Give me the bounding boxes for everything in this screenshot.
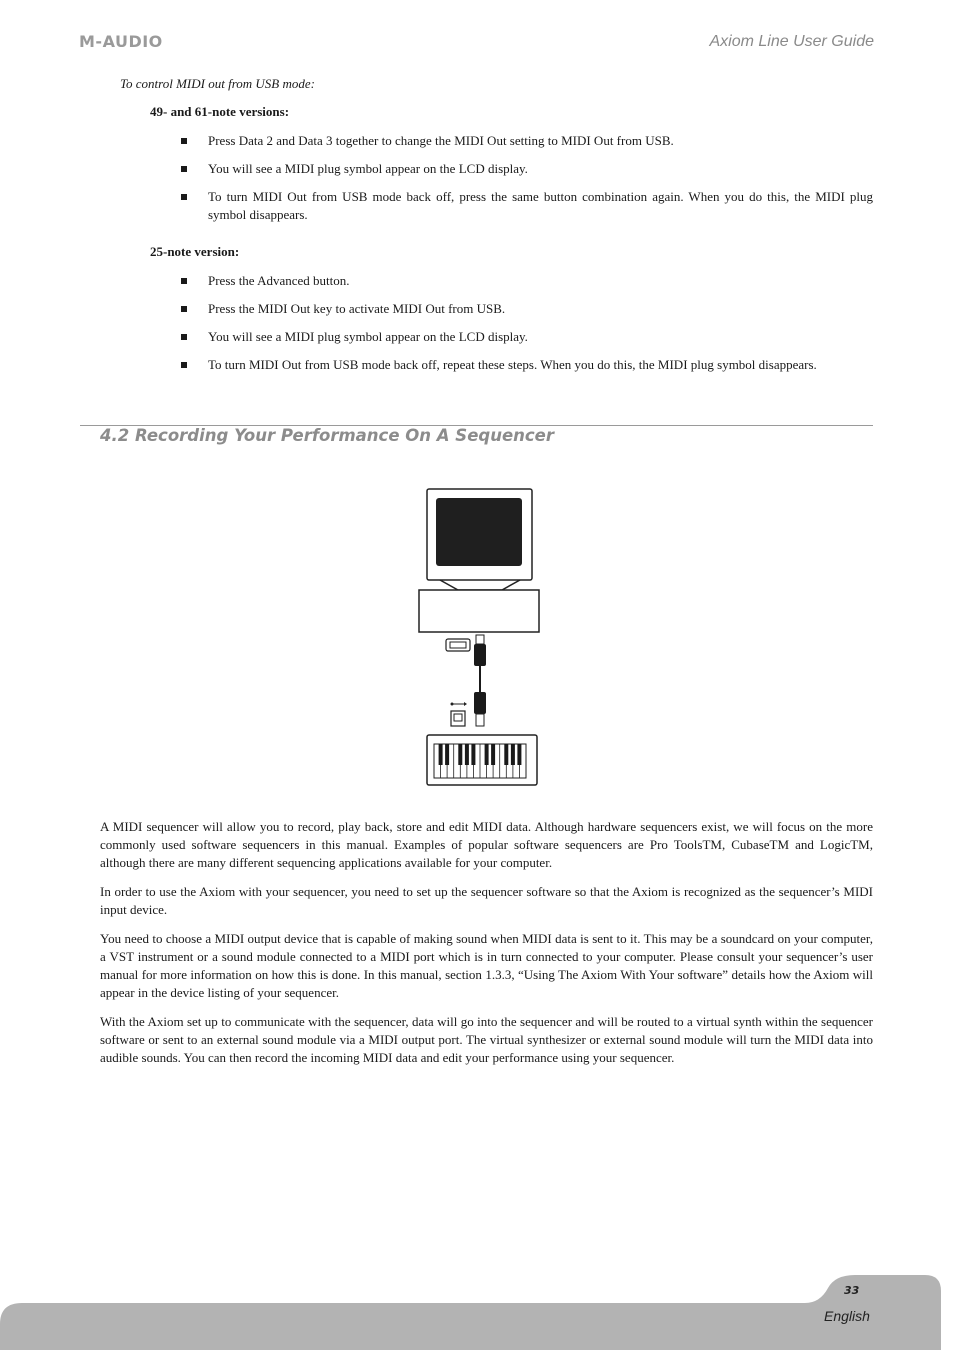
- list-item-text: You will see a MIDI plug symbol appear on the LCD display.: [208, 329, 528, 344]
- bullet-square-icon: [181, 306, 187, 312]
- subheading-49-61: 49- and 61-note versions:: [150, 104, 290, 119]
- bullet-list-25: [180, 272, 873, 384]
- computer-usb-keyboard-diagram: [410, 482, 550, 792]
- subheading-25: 25-note version:: [150, 244, 240, 259]
- brand-logo: M-AUDIO: [79, 32, 163, 51]
- usb-a-plug-icon: [474, 635, 486, 666]
- list-item: [180, 188, 873, 224]
- section-heading: 4.2 Recording Your Performance On A Sequencer: [100, 426, 554, 445]
- language-label: English: [824, 1308, 870, 1324]
- list-item: [180, 328, 873, 346]
- list-item: [180, 300, 873, 318]
- list-item: [180, 356, 873, 374]
- footer-bar: [0, 1274, 954, 1350]
- paragraph: You need to choose a MIDI output device that is capable of making sound when MIDI data is sent to it. This may be a soundcard on your computer, a VST instrument or a sound module connected to a MIDI port which is in turn connected to your computer. Please consult your sequencer’s user manual for more information on how this is done. In this manual, section 1.3.3, “Using The Axiom With Your software” details how the Axiom will appear in the device listing of your sequencer.: [100, 931, 873, 1000]
- bullet-square-icon: [181, 194, 187, 200]
- usb-b-port-icon: [451, 711, 465, 726]
- page-number: 33: [844, 1284, 860, 1297]
- keyboard-icon: [427, 735, 537, 785]
- list-item-text: Press the MIDI Out key to activate MIDI Out from USB.: [208, 301, 506, 316]
- midi-out-intro: To control MIDI out from USB mode:: [120, 76, 315, 91]
- list-item-text: Press the Advanced button.: [208, 273, 350, 288]
- paragraph: With the Axiom set up to communicate with the sequencer, data will go into the sequencer and will be routed to a virtual synth within the sequencer software or sent to an external sound module via a MIDI output port. The virtual synthesizer or external sound module will turn the MIDI data into audible sounds. You can then record the incoming MIDI data and edit your performance using your sequencer.: [100, 1014, 873, 1065]
- list-item-text: Press Data 2 and Data 3 together to change the MIDI Out setting to MIDI Out from USB.: [208, 133, 674, 148]
- bullet-square-icon: [181, 334, 187, 340]
- usb-b-plug-icon: [474, 692, 486, 726]
- paragraph: In order to use the Axiom with your sequencer, you need to set up the sequencer software so that the Axiom is recognized as the sequencer’s MIDI input device.: [100, 884, 873, 917]
- list-item-text: To turn MIDI Out from USB mode back off, repeat these steps. When you do this, the MIDI plug symbol disappears.: [208, 357, 817, 372]
- bullet-square-icon: [181, 362, 187, 368]
- list-item: [180, 272, 873, 290]
- list-item-text: To turn MIDI Out from USB mode back off, press the same button combination again. When you do this, the MIDI plug symbol disappears.: [208, 189, 873, 222]
- list-item: [180, 132, 873, 150]
- body-text: [100, 818, 873, 1078]
- paragraph: A MIDI sequencer will allow you to record, play back, store and edit MIDI data. Although hardware sequencers exist, we will focus on the more commonly used software sequencers in this manual. Examples of popular software sequencers are Pro ToolsTM, CubaseTM and LogicTM, although there are many different sequencing applications available for your computer.: [100, 819, 873, 870]
- usb-symbol-icon: [451, 702, 468, 706]
- computer-base-icon: [419, 590, 539, 632]
- monitor-icon: [427, 489, 532, 590]
- list-item: [180, 160, 873, 178]
- bullet-square-icon: [181, 138, 187, 144]
- usb-port-icon: [446, 639, 470, 651]
- guide-title: Axiom Line User Guide: [709, 33, 874, 50]
- bullet-square-icon: [181, 278, 187, 284]
- list-item-text: You will see a MIDI plug symbol appear on the LCD display.: [208, 161, 528, 176]
- bullet-list-49-61: [180, 132, 873, 234]
- bullet-square-icon: [181, 166, 187, 172]
